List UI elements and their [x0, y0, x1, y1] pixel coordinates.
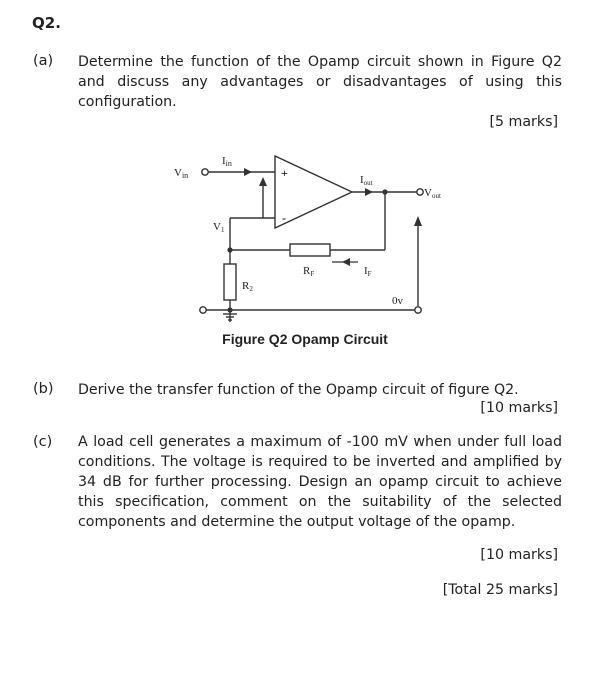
plus-sign: + [281, 166, 288, 180]
part-c-marks: [10 marks] [480, 547, 558, 563]
part-a-label: (a) [33, 53, 54, 69]
total-marks: [Total 25 marks] [442, 582, 558, 598]
opamp-circuit-figure [160, 146, 440, 336]
if-label: IF [364, 265, 372, 278]
vin-terminal [202, 169, 208, 175]
vout-arrow-icon [414, 216, 422, 226]
rf-label: RF [303, 265, 315, 278]
opamp-circuit-diagram [160, 146, 440, 336]
ov-label: 0v [392, 295, 403, 307]
part-c-text: A load cell generates a maximum of -100 mV when under full load conditions. The voltage is required to be inverted and amplified by 34 dB for further processing. Design an opamp circuit to achieve this specification, comment on the suitability of the selected components and determine the output voltage of the opamp. [78, 434, 562, 530]
part-a-marks: [5 marks] [489, 114, 558, 130]
ground-right-terminal [415, 307, 421, 313]
iin-label: Iin [222, 155, 232, 168]
question-number: Q2. [32, 14, 61, 32]
figure-caption: Figure Q2 Opamp Circuit [222, 331, 388, 347]
vout-label: Vout [424, 187, 441, 200]
part-b-label: (b) [33, 381, 54, 397]
r2-resistor [224, 264, 236, 300]
part-c-label: (c) [33, 434, 53, 450]
iout-arrow-icon [365, 188, 373, 196]
rf-resistor [290, 244, 330, 256]
iout-label: Iout [360, 174, 373, 187]
part-a-text: Determine the function of the Opamp circuit shown in Figure Q2 and discuss any advantages or disadvantages of using this configuration. [78, 54, 562, 110]
minus-sign: - [282, 211, 286, 225]
part-b-marks: [10 marks] [480, 400, 558, 416]
iin-arrow-icon [244, 168, 252, 176]
r2-label: R2 [242, 280, 253, 293]
v1-label: V1 [213, 221, 225, 234]
ground-left-terminal [200, 307, 206, 313]
vin-label: Vin [174, 167, 189, 180]
v1-arrow-icon [259, 177, 267, 186]
part-b-text: Derive the transfer function of the Opamp circuit of figure Q2. [78, 382, 519, 398]
vout-terminal [417, 189, 423, 195]
